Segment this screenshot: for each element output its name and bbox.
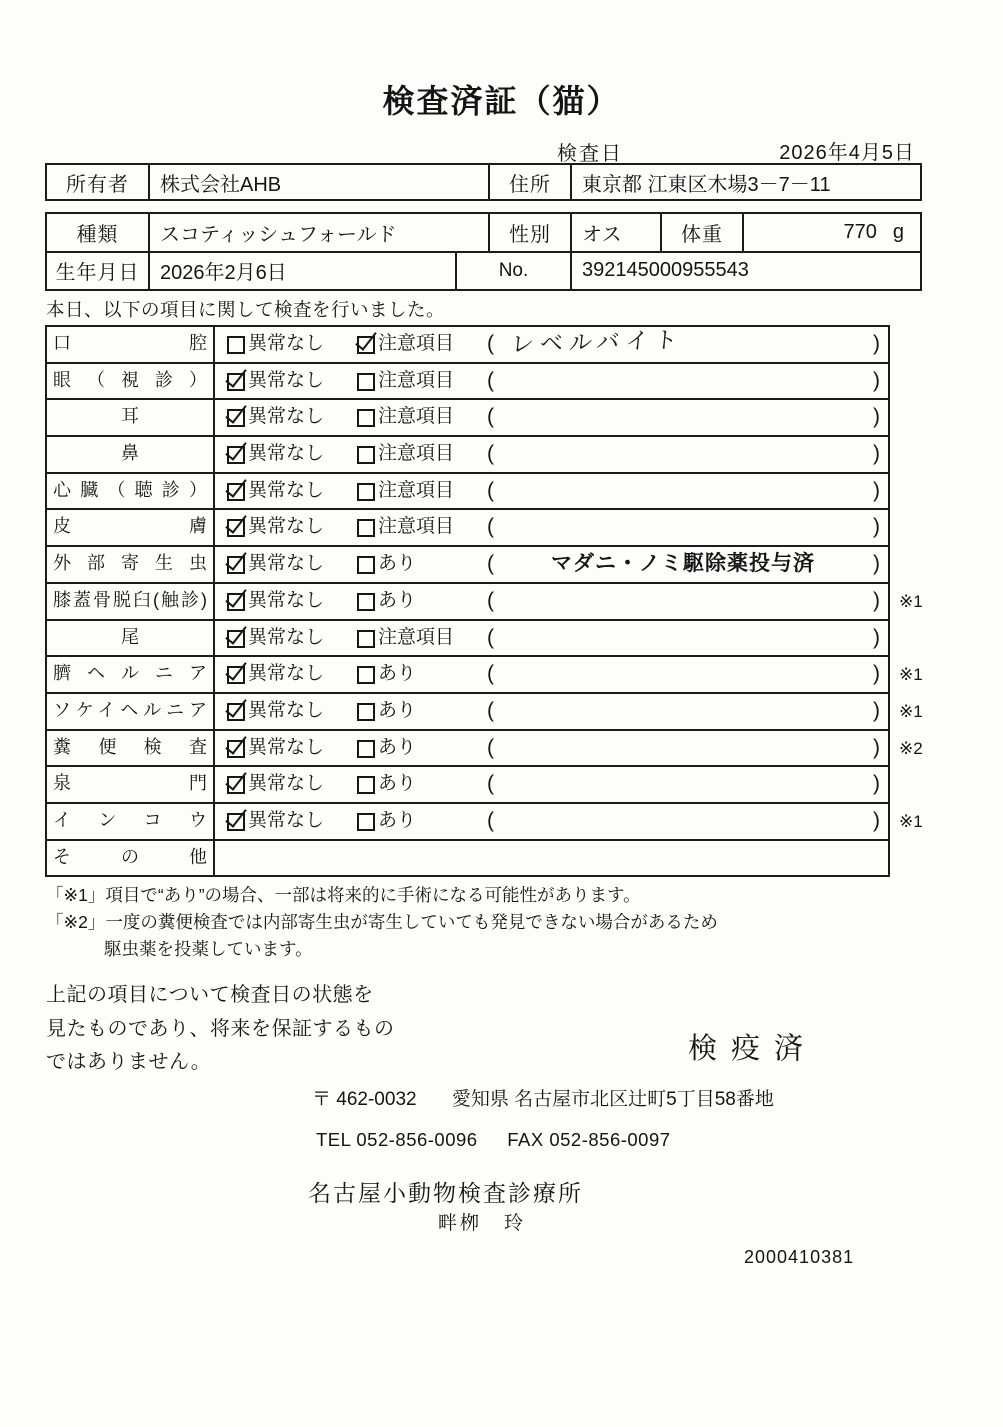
breed-label: 種類 [47,214,150,251]
row-content [215,767,888,802]
checkbox-normal-label: 異常なし [248,663,325,685]
checkbox-normal[interactable] [227,666,245,684]
checkbox-normal[interactable] [227,703,245,721]
paren-open: ( [487,698,494,722]
exam-item-label: 臍ヘルニア [47,657,215,692]
checkbox-normal-label: 異常なし [248,773,325,795]
clinic-tel: TEL 052-856-0096 [316,1129,478,1150]
checkbox-present[interactable] [357,740,375,758]
paren-open: ( [487,405,494,429]
clinic-address: 愛知県 名古屋市北区辻町5丁目58番地 [451,1089,774,1110]
exam-item-label: 耳 [47,400,215,435]
paren-open: ( [487,662,494,686]
table-row-eyes [47,364,888,401]
sex-label: 性別 [490,214,572,251]
paren-open: ( [487,442,494,466]
row-content [215,731,888,766]
checklist-intro: 本日、以下の項目に関して検査を行いました。 [46,299,446,320]
clinic-address-line [312,1084,774,1111]
table-row-mouth [47,327,888,364]
checkbox-attention[interactable] [357,483,375,501]
exam-item-label: インコウ [47,804,215,839]
owner-name: 株式会社AHB [150,165,490,199]
paren-close: ) [873,625,880,649]
sex-value: オス [572,214,662,251]
clinic-name: 名古屋小動物検査診療所 [308,1180,583,1206]
clinic-fax: FAX 052-856-0097 [507,1129,671,1150]
paren-open: ( [487,588,494,612]
checkbox-present[interactable] [357,666,375,684]
checkbox-normal-label: 異常なし [248,589,325,611]
row-content [215,327,888,362]
exam-item-label: 皮膚 [47,510,215,545]
birth-label: 生年月日 [47,253,150,290]
checkbox-normal[interactable] [227,483,245,501]
checkbox-attention-label: 注意項目 [378,479,455,501]
checkbox-normal[interactable] [227,556,245,574]
table-row-inguinal-hernia [47,694,923,731]
checkbox-attention-label: 注意項目 [378,333,455,354]
checkbox-attention-label: 注意項目 [378,369,455,391]
table-row-skin [47,510,888,547]
note-text: レベルバイト [509,326,685,358]
exam-item-label: 心臓（聴診） [47,474,215,509]
paren-open: ( [487,332,494,355]
checkbox-present-label: あり [378,589,417,611]
footnote-1: 「※1」項目で“あり”の場合、一部は将来的に手術になる可能性があります。 [46,885,641,905]
page-title: 検査済証（猫） [382,83,621,119]
checkbox-normal-label: 異常なし [248,406,325,428]
exam-item-label: 眼（視診） [47,364,215,399]
exam-item-label: 口腔 [47,327,215,362]
checkbox-normal[interactable] [227,776,245,794]
checkbox-present[interactable] [357,813,375,831]
checkbox-present[interactable] [357,593,375,611]
checkbox-normal[interactable] [227,373,245,391]
checkbox-present-label: あり [378,699,417,721]
no-label: No. [457,253,572,290]
owner-label: 所有者 [47,165,150,199]
exam-date-label: 検査日 [557,143,623,165]
checkbox-attention-label: 注意項目 [378,443,455,465]
checkbox-normal-label: 異常なし [248,553,325,575]
paren-open: ( [487,515,494,539]
owner-address: 東京都 江東区木場3－7－11 [582,173,831,196]
owner-table [45,163,922,201]
weight-unit: g [892,220,904,243]
footnote-2: 「※2」一度の糞便検査では内部寄生虫が寄生していても発見できない場合があるため [46,911,718,932]
checkbox-attention-label: 注意項目 [378,406,455,428]
row-content [215,364,888,399]
checkbox-normal-label: 異常なし [248,626,325,648]
paren-open: ( [487,478,494,502]
checkbox-normal-label: 異常なし [248,479,325,501]
checkbox-normal[interactable] [227,630,245,648]
checkbox-attention-label: 注意項目 [378,516,455,538]
exam-item-label: 外部寄生虫 [47,547,215,582]
table-row-other [47,841,888,876]
checkbox-present-label: あり [378,773,417,795]
checkbox-normal[interactable] [227,740,245,758]
paren-open: ( [487,735,494,759]
checkbox-present[interactable] [357,556,375,574]
table-row-patella [47,584,923,621]
paren-close: ) [873,698,880,722]
paren-close: ) [873,808,880,832]
table-row-heart [47,474,888,511]
checkbox-normal[interactable] [227,409,245,427]
paren-open: ( [487,368,494,392]
paren-close: ) [873,405,880,429]
checkbox-present[interactable] [357,703,375,721]
checkbox-attention[interactable] [357,519,375,537]
row-content [215,804,888,839]
footnote-mark: ※1 [899,665,923,685]
quarantine-stamp: 検疫済 [688,1033,818,1065]
checkbox-present[interactable] [357,776,375,794]
footnote-mark: ※1 [899,591,923,611]
checkbox-present-label: あり [378,809,417,831]
table-row [47,165,920,199]
checkbox-normal[interactable] [227,336,245,354]
checkbox-normal-label: 異常なし [248,699,325,721]
paren-close: ) [873,442,880,466]
row-content [215,437,888,472]
footnote-mark: ※1 [899,811,923,831]
checkbox-normal[interactable] [227,446,245,464]
paren-close: ) [873,332,880,355]
paren-open: ( [487,552,494,576]
disclaimer [46,979,395,1080]
birth-value: 2026年2月6日 [150,253,457,290]
clinic-postal: 〒 462-0032 [312,1089,417,1110]
checkbox-normal[interactable] [227,813,245,831]
exam-item-label: 尾 [47,621,215,656]
disclaimer-line: ではありません。 [46,1051,212,1073]
checkbox-present-label: あり [378,663,417,685]
document-number: 2000410381 [744,1247,855,1267]
paren-open: ( [487,772,494,796]
footnote-mark: ※2 [899,738,923,758]
checkbox-attention[interactable] [357,409,375,427]
checkbox-normal[interactable] [227,519,245,537]
disclaimer-line: 見たものであり、将来を保証するもの [46,1017,395,1040]
exam-item-label: 鼻 [47,437,215,472]
row-content [215,547,888,582]
table-row-fontanelle [47,767,888,804]
table-row-fecal-exam [47,731,923,768]
footnote-2-continued: 駆虫薬を投薬しています。 [104,938,313,959]
row-content [215,474,888,509]
table-row [47,251,920,290]
paren-open: ( [487,808,494,832]
table-row-ectoparasites [47,547,888,584]
exam-item-label: 膝蓋骨脱臼(触診) [47,584,215,619]
checkbox-normal-label: 異常なし [248,516,325,538]
table-row-nose [47,437,888,474]
paren-close: ) [873,368,880,392]
clinic-tel-line [316,1129,671,1151]
weight-value: 770 [843,220,877,243]
exam-item-label: 糞便検査 [47,731,215,766]
paren-close: ) [873,552,880,576]
note-text: マダニ・ノミ駆除薬投与済 [551,552,815,576]
pet-info-table [45,212,922,291]
address-label: 住所 [490,165,572,199]
breed-value: スコティッシュフォールド [150,214,490,251]
paren-close: ) [873,735,880,759]
table-row-umbilical-hernia [47,657,923,694]
paren-close: ) [873,515,880,539]
paren-close: ) [873,588,880,612]
disclaimer-line: 上記の項目について検査日の状態を [46,984,374,1006]
exam-item-label: ソケイヘルニア [47,694,215,729]
checkbox-normal-label: 異常なし [248,369,325,391]
veterinarian-name: 畔栁 玲 [438,1213,527,1234]
checkbox-attention[interactable] [357,630,375,648]
checkbox-normal[interactable] [227,593,245,611]
checkbox-normal-label: 異常なし [248,443,325,465]
row-content [215,694,888,729]
paren-close: ) [873,478,880,502]
row-content [215,657,888,692]
no-value: 392145000955543 [582,259,749,282]
checkbox-normal-label: 異常なし [248,333,325,354]
checklist-table [45,325,923,877]
paren-close: ) [873,662,880,686]
checkbox-normal-label: 異常なし [248,736,325,758]
table-row [47,214,920,251]
row-content [215,841,888,876]
exam-date-value: 2026年4月5日 [779,142,915,164]
weight-value-cell [744,214,920,251]
table-row-tail [47,621,888,658]
checkbox-attention[interactable] [357,336,375,354]
paren-close: ) [873,772,880,796]
table-row-cryptorchidism [47,804,923,841]
checkbox-attention[interactable] [357,373,375,391]
checkbox-normal-label: 異常なし [248,809,325,831]
footnote-mark: ※1 [899,701,923,721]
row-content [215,400,888,435]
checkbox-present-label: あり [378,553,417,575]
checkbox-attention[interactable] [357,446,375,464]
row-content [215,621,888,656]
exam-item-label: 泉門 [47,767,215,802]
exam-item-label: その他 [47,841,215,876]
checkbox-present-label: あり [378,736,417,758]
weight-label: 体重 [662,214,744,251]
table-row-ears [47,400,888,437]
paren-open: ( [487,625,494,649]
row-content [215,584,888,619]
checkbox-attention-label: 注意項目 [378,626,455,648]
footnotes [46,882,718,962]
row-content [215,510,888,545]
